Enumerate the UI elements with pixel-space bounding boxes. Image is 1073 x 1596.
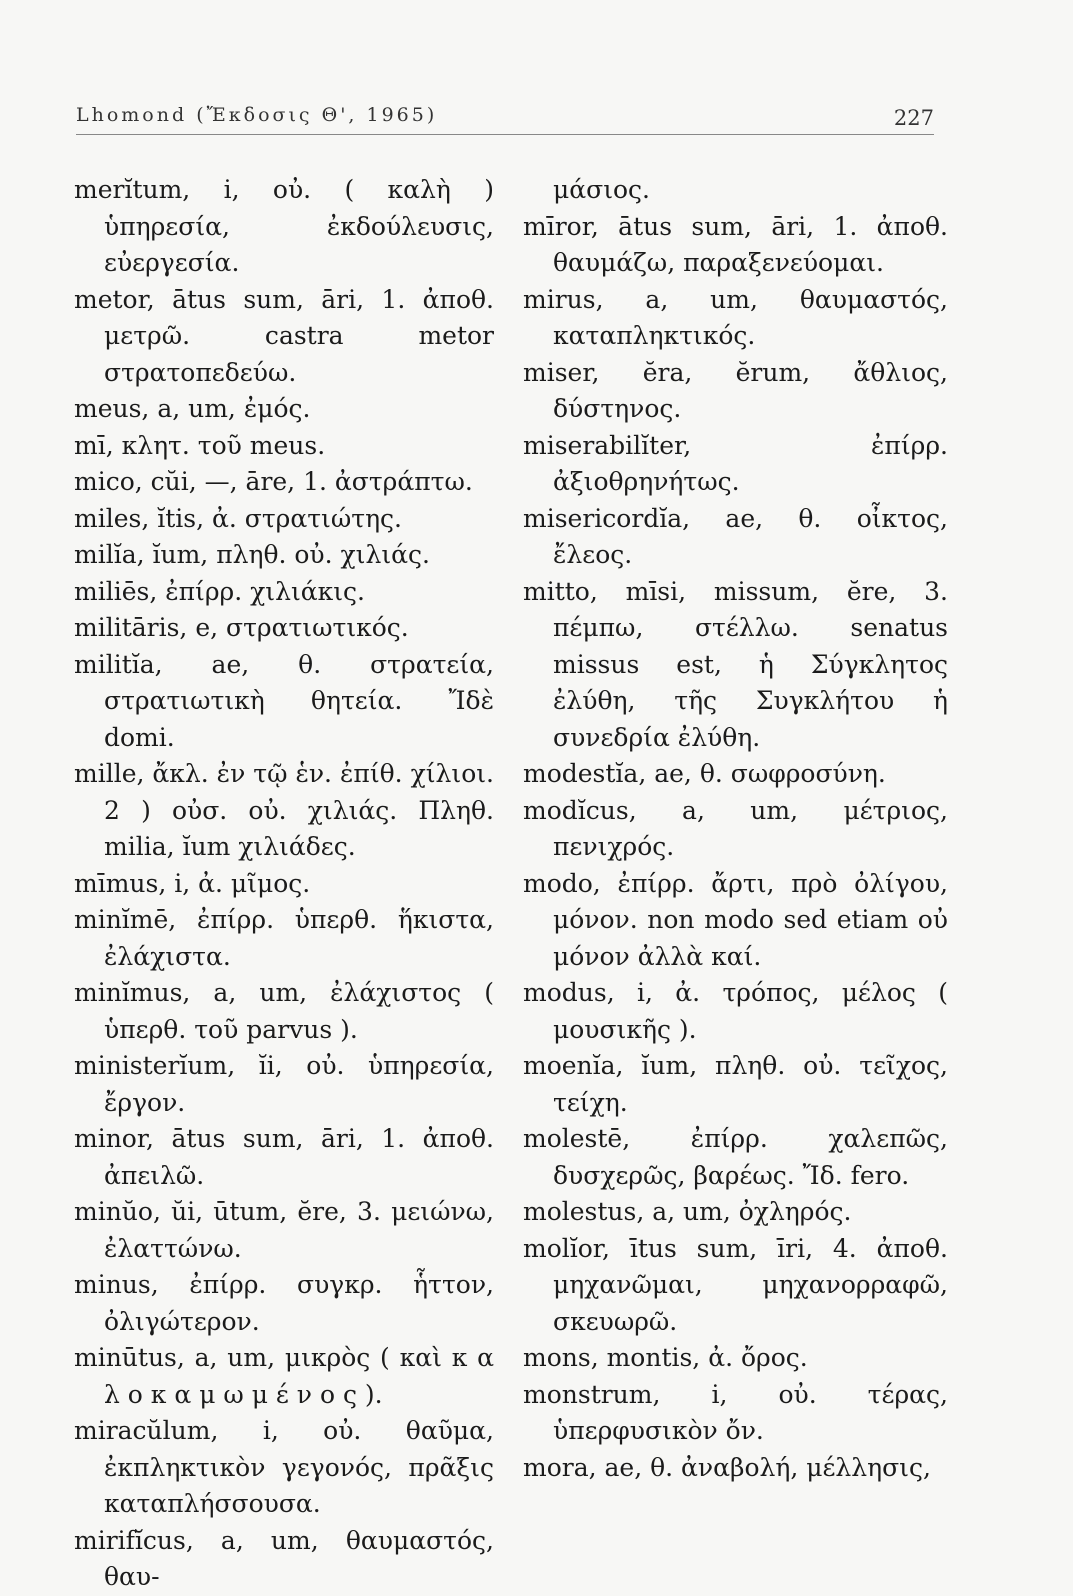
dictionary-entry: meus, a, um, ἐμός. (74, 394, 311, 423)
dictionary-entry: minĭmus, a, um, ἐλάχιστος ( ὑπερθ. τοῦ parvus ). (74, 978, 494, 1044)
dictionary-entry: merĭtum, i, οὐ. ( καλὴ ) ὑπηρεσία, ἐκδούλευσις, εὐεργεσία. (74, 175, 494, 277)
dictionary-entry: mī, κλητ. τοῦ meus. (74, 430, 326, 460)
page-number: 227 (893, 106, 934, 130)
dictionary-entry: mitto, mīsi, missum, ĕre, 3. πέμπω, στέλλω. senatus missus est, ἡ Σύγκλητος ἐλύθη, τῆς Συγκλήτου ἡ συνεδρία ἐλύθη. (523, 576, 948, 752)
dictionary-entry: modus, i, ἀ. τρόπος, μέλος ( μουσικῆς ). (523, 978, 948, 1044)
dictionary-entry: militĭa, ae, θ. στρατεία, στρατιωτικὴ θητεία. Ἴδὲ domi. (74, 649, 494, 752)
dictionary-entry: modĭcus, a, um, μέτριος, πενιχρός. (523, 795, 948, 861)
dictionary-entry: militāris, e, στρατιωτικός. (74, 613, 409, 642)
dictionary-entry: minūtus, a, um, μικρὸς ( καὶ κ α λ ο κ α μ ω μ έ ν ο ς ). (74, 1343, 494, 1409)
dictionary-entry: ministerĭum, ĭi, οὐ. ὑπηρεσία, ἔργον. (74, 1051, 494, 1117)
dictionary-entry: miles, ĭtis, ἀ. στρατιώτης. (74, 503, 403, 533)
dictionary-entry: mille, ἄκλ. ἐν τῷ ἑν. ἐπίθ. χίλιοι. 2 ) οὐσ. οὐ. χιλιάς. Πληθ. milia, ĭum χιλιάδες. (74, 759, 494, 861)
dictionary-entry: metor, ātus sum, āri, 1. ἀποθ. μετρῶ. castra metor στρατοπεδεύω. (74, 284, 494, 387)
dictionary-entry: minŭo, ŭi, ūtum, ĕre, 3. μειώνω, ἐλαττώνω. (74, 1197, 494, 1263)
left-column (74, 172, 494, 1596)
dictionary-entry: molĭor, ītus sum, īri, 4. ἀποθ. μηχανῶμαι, μηχανορραφῶ, σκευωρῶ. (523, 1233, 948, 1336)
dictionary-entry: miracŭlum, i, οὐ. θαῦμα, ἐκπληκτικὸν γεγονός, πρᾶξις καταπλήσσουσα. (74, 1416, 494, 1518)
dictionary-entry: modo, ἐπίρρ. ἄρτι, πρὸ ὀλίγου, μόνον. non modo sed etiam οὐ μόνον ἀλλὰ καί. (523, 868, 948, 971)
running-head: Lhomond (Ἔκδοσις Θ', 1965) (76, 104, 438, 126)
dictionary-entry: minĭmē, ἐπίρρ. ὑπερθ. ἥκιστα, ἐλάχιστα. (74, 905, 494, 971)
dictionary-entry-continuation: μάσιος. (553, 175, 650, 204)
dictionary-entry: moenĭa, ĭum, πληθ. οὐ. τεῖχος, τείχη. (523, 1051, 948, 1117)
dictionary-entry: molestē, ἐπίρρ. χαλεπῶς, δυσχερῶς, βαρέως. Ἴδ. fero. (523, 1124, 948, 1190)
page-header (76, 96, 934, 136)
header-rule (76, 134, 934, 135)
dictionary-entry: mirifĭcus, a, um, θαυμαστός, θαυ- (74, 1525, 494, 1591)
dictionary-entry: milĭa, ĭum, πληθ. οὐ. χιλιάς. (74, 540, 430, 569)
dictionary-entry: monstrum, i, οὐ. τέρας, ὑπερφυσικὸν ὄν. (523, 1379, 948, 1445)
dictionary-entry: mora, ae, θ. ἀναβολή, μέλλησις, (523, 1452, 931, 1482)
dictionary-entry: mons, montis, ἀ. ὄρος. (523, 1343, 808, 1372)
dictionary-entry: mico, cŭi, —, āre, 1. ἀστράπτω. (74, 467, 473, 496)
dictionary-entry: molestus, a, um, ὀχληρός. (523, 1197, 852, 1226)
dictionary-entry: misericordĭa, ae, θ. οἶκτος, ἔλεος. (523, 503, 948, 569)
dictionary-entry: modestĭa, ae, θ. σωφροσύνη. (523, 759, 886, 788)
dictionary-entry: minor, ātus sum, āri, 1. ἀποθ. ἀπειλῶ. (74, 1124, 494, 1190)
dictionary-entry: mīmus, i, ἀ. μῖμος. (74, 868, 311, 898)
right-column (523, 172, 948, 1486)
dictionary-entry: miliēs, ἐπίρρ. χιλιάκις. (74, 576, 366, 606)
dictionary-entry: miser, ĕra, ĕrum, ἄθλιος, δύστηνος. (523, 357, 948, 423)
dictionary-entry: mirus, a, um, θαυμαστός, καταπληκτικός. (523, 284, 948, 350)
dictionary-entry: mīror, ātus sum, āri, 1. ἀποθ. θαυμάζω, παραξενεύομαι. (523, 211, 948, 277)
dictionary-entry: minus, ἐπίρρ. συγκρ. ἧττον, ὀλιγώτερον. (74, 1270, 494, 1336)
dictionary-entry: miserabilĭter, ἐπίρρ. ἀξιοθρηνήτως. (523, 430, 948, 496)
